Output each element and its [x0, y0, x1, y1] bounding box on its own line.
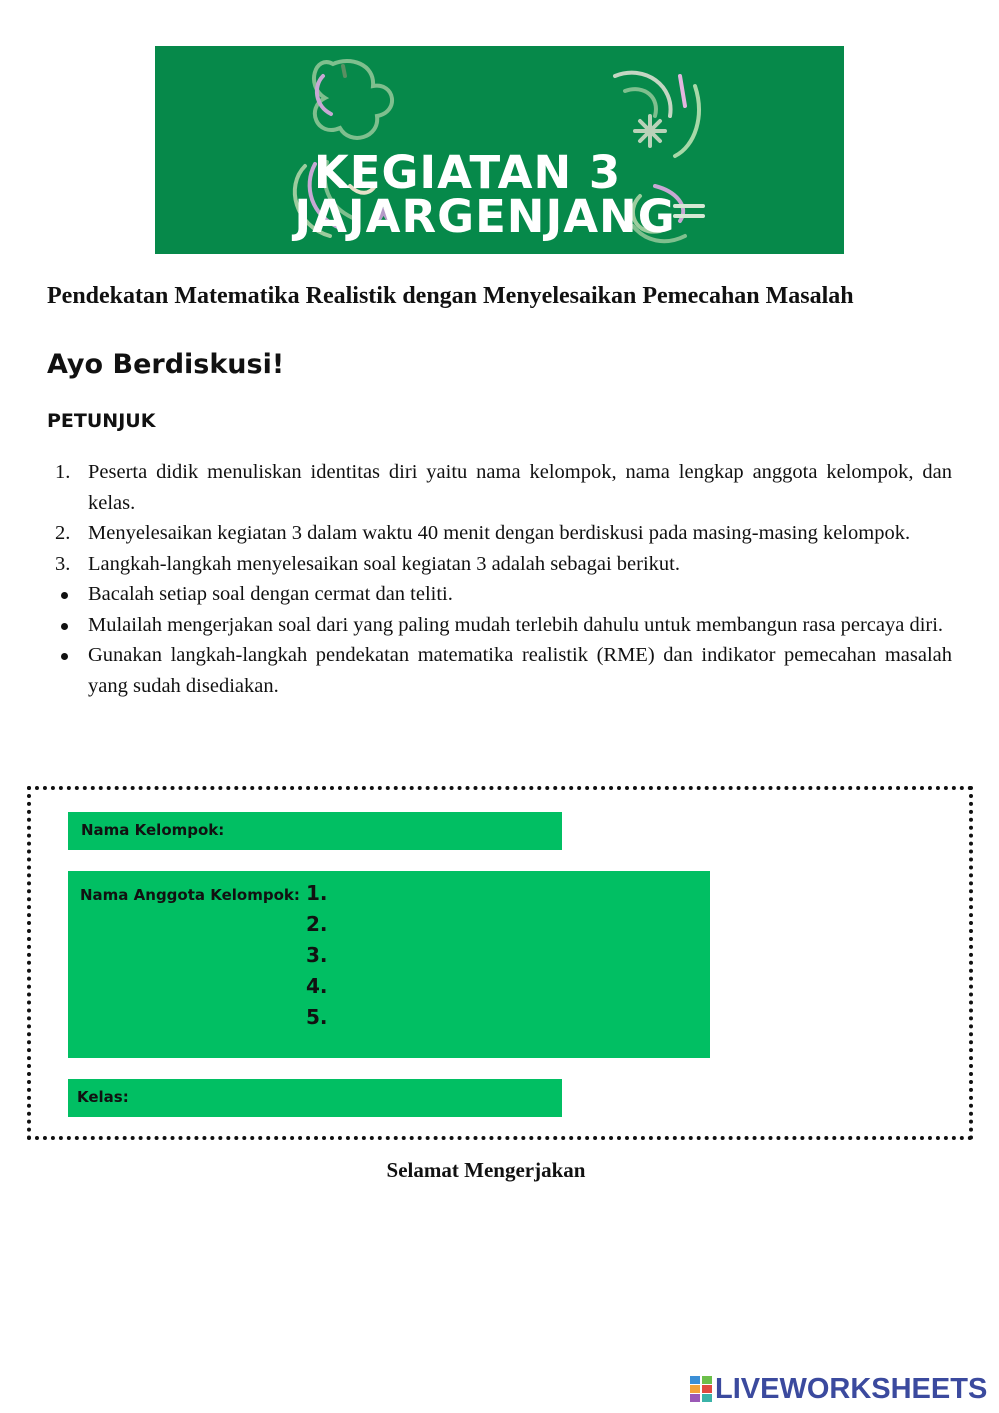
list-item — [47, 549, 952, 580]
list-item — [47, 640, 952, 701]
list-item — [47, 457, 952, 518]
class-field[interactable] — [68, 1079, 562, 1117]
list-number: 2. — [55, 522, 71, 544]
banner-title-line-1: KEGIATAN 3 — [313, 146, 622, 199]
member-number: 5. — [306, 1005, 328, 1029]
list-item — [47, 518, 952, 549]
instructions-title: PETUNJUK — [47, 410, 156, 432]
member-number: 1. — [306, 881, 328, 905]
members-label: Nama Anggota Kelompok: — [80, 886, 300, 904]
brand-name: LIVEWORKSHEETS — [715, 1372, 988, 1405]
list-item-text: Menyelesaikan kegiatan 3 dalam waktu 40 menit dengan berdiskusi pada masing-masing kelompok. — [88, 522, 911, 544]
section-heading: Ayo Berdiskusi! — [47, 349, 285, 380]
list-item — [47, 579, 952, 610]
bullet-icon — [61, 623, 68, 630]
list-item-text: Peserta didik menuliskan identitas diri yaitu nama kelompok, nama lengkap anggota kelompok, dan kelas. — [88, 461, 952, 514]
list-item-text: Gunakan langkah-langkah pendekatan matematika realistik (RME) dan indikator pemecahan masalah yang sudah disediakan. — [88, 644, 952, 697]
bullet-icon — [61, 592, 68, 599]
class-label: Kelas: — [77, 1088, 129, 1106]
member-number: 4. — [306, 974, 328, 998]
brand-logo — [690, 1372, 987, 1406]
member-number: 3. — [306, 943, 328, 967]
member-number: 2. — [306, 912, 328, 936]
list-number: 1. — [55, 461, 71, 483]
instruction-list — [47, 457, 952, 701]
closing-text: Selamat Mengerjakan — [386, 1158, 586, 1182]
liveworksheets-icon — [690, 1376, 712, 1402]
list-item — [47, 610, 952, 641]
list-item-text: Mulailah mengerjakan soal dari yang paling mudah terlebih dahulu untuk membangun rasa percaya diri. — [88, 613, 944, 636]
group-name-label: Nama Kelompok: — [81, 821, 225, 839]
group-members-field[interactable] — [68, 871, 710, 1058]
list-item-text: Bacalah setiap soal dengan cermat dan teliti. — [88, 583, 453, 605]
banner-title-line-2: JAJARGENJANG — [294, 190, 676, 243]
group-name-field[interactable] — [68, 812, 562, 850]
subtitle: Pendekatan Matematika Realistik dengan Menyelesaikan Pemecahan Masalah — [47, 283, 854, 309]
list-item-text: Langkah-langkah menyelesaikan soal kegiatan 3 adalah sebagai berikut. — [88, 552, 680, 575]
header-banner — [155, 46, 844, 254]
list-number: 3. — [55, 552, 71, 575]
bullet-icon — [61, 653, 68, 660]
